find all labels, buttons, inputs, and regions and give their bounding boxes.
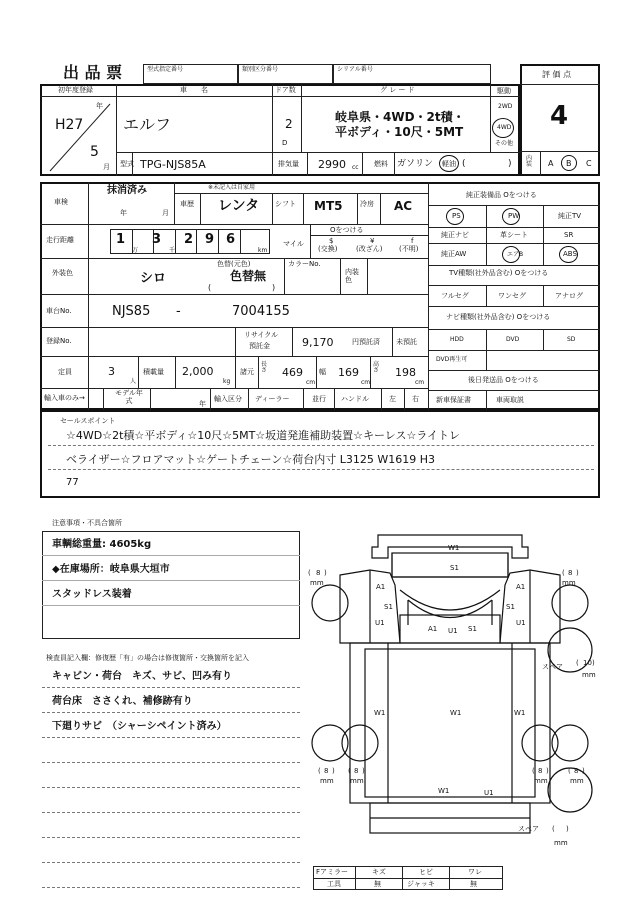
svg-text:): ) [592, 659, 595, 667]
equip-pw: PW [508, 212, 520, 220]
history-value: レンタ [218, 198, 260, 214]
disp-unit: cc [352, 164, 359, 171]
svg-text:): ) [576, 569, 579, 577]
svg-text:(: ( [552, 825, 555, 833]
drive-4wd-circle [492, 118, 514, 138]
mileage-digit-5: 6 [226, 232, 236, 247]
mile-opt1b: (交換) [318, 245, 338, 253]
inspector-line3: 下廻りサビ （シャーシペイント済み） [52, 721, 227, 732]
chassis-prefix: NJS85 [112, 304, 151, 319]
equip-airbag-circle [502, 246, 520, 263]
drive-2wd: 2WD [498, 103, 513, 110]
serial-number-label: シリアル番号 [337, 66, 373, 73]
model-label: 型式 [120, 160, 134, 168]
tv-oneseg: ワンセグ [498, 292, 526, 300]
recycle-label2: 預託金 [249, 342, 270, 350]
tv-title: TV種類(社外品含む) Oをつける [449, 269, 549, 277]
equip-leather: 革シート [500, 231, 528, 239]
first-reg-month: 5 [90, 144, 99, 160]
disp-value: 2990 [318, 158, 346, 171]
navi-title: ナビ種類(社外品含む) Oをつける [446, 313, 551, 321]
diag-fl-paren: ( [308, 569, 311, 577]
mile-opt2: ¥ [370, 237, 375, 245]
sales-line1: ☆4WD☆2t積☆平ボディ☆10尺☆5MT☆坂道発進補助装置☆キーレス☆ライトレ [66, 429, 460, 442]
equip-navi: 純正ナビ [441, 231, 469, 239]
w-cm: cm [361, 379, 371, 386]
color-label: 外装色 [52, 269, 73, 277]
color-value: シロ [140, 271, 167, 286]
bottom-h3: ヒビ [419, 868, 433, 876]
diag-rl1-mm: mm [320, 777, 334, 785]
drive-other: その他 [495, 140, 514, 147]
score-value: 4 [550, 101, 569, 131]
bottom-r1: 工具 [327, 880, 341, 888]
equip-sr: SR [564, 231, 574, 239]
bottom-r4: 無 [470, 880, 477, 888]
svg-text:(: ( [318, 767, 321, 775]
diag-rr2: 8 [574, 767, 579, 775]
interior-label: 内装 [526, 155, 533, 168]
tv-fullseg: フルセグ [441, 292, 469, 300]
recycle-value: 9,170 [302, 336, 334, 349]
mile-label: マイル [283, 240, 304, 248]
shift-label: シフト [275, 200, 296, 208]
interior-color-label: 内装色 [345, 268, 359, 285]
import-type-label: 輸入区分 [214, 395, 242, 403]
diag-a1-left: A1 [376, 583, 386, 591]
load-value: 2,000 [182, 365, 214, 378]
color-change-value: 色替無 [230, 269, 267, 283]
mileage-sen: 千 [169, 247, 176, 254]
car-name-label: 車 名 [180, 86, 208, 94]
len-value: 469 [282, 366, 303, 379]
diag-spare-top-mm: mm [582, 671, 596, 679]
equip-abs-circle [559, 246, 578, 263]
diag-a1-center: A1 [428, 625, 438, 633]
diag-fr-mm: mm [562, 579, 576, 587]
doors-label: ドア数 [275, 86, 296, 94]
svg-text:): ) [362, 767, 365, 775]
diag-u1-center: U1 [448, 627, 458, 635]
color-paren-r: ) [272, 283, 276, 292]
bottom-h4: ワレ [468, 868, 482, 876]
diag-s1-top: S1 [450, 564, 459, 572]
equip-ps: PS [452, 212, 461, 220]
inspection-label: 車検 [54, 198, 68, 206]
diag-fr: 8 [568, 569, 573, 577]
bottom-h1: Fアミラー [316, 868, 349, 876]
capacity-label: 定員 [58, 368, 72, 376]
truck-damage-diagram [300, 525, 600, 860]
diag-spare-top-label: スペア [542, 663, 563, 671]
doors-unit: D [282, 139, 288, 147]
bottom-h2: キズ [372, 868, 386, 876]
diag-s1-right: S1 [506, 603, 515, 611]
h-cm: cm [415, 379, 425, 386]
after-title: 後日発送品 Oをつける [468, 376, 539, 384]
capacity-value: 3 [108, 365, 115, 378]
svg-text:(: ( [532, 767, 535, 775]
import-label: 輸入車のみ→ [44, 394, 85, 402]
diag-spare-bottom-mm: mm [554, 839, 568, 847]
import-parallel: 並行 [312, 395, 326, 403]
diag-w1-right: W1 [514, 709, 526, 717]
recycle-status: 未預託 [396, 338, 417, 346]
inspector-label: 検査員記入欄：修復歴「有」の場合は修復箇所・交換箇所を記入 [46, 654, 249, 662]
inspection-note: ※未記入は自家用 [208, 184, 256, 191]
load-label: 積載量 [143, 368, 164, 376]
ac-label: 冷房 [360, 200, 374, 208]
mileage-digit-3: 2 [184, 232, 194, 247]
form-title: 出 品 票 [63, 63, 123, 82]
spec-label: 諸元 [240, 368, 254, 376]
mileage-label: 走行距離 [46, 236, 74, 244]
inspector-line1: キャビン・荷台 キズ、サビ、凹み有り [52, 671, 232, 682]
diag-fl: 8 [316, 569, 321, 577]
svg-text:): ) [566, 825, 569, 833]
reg-label: 登録No. [46, 337, 72, 345]
disp-label: 排気量 [278, 160, 299, 168]
after-warranty: 新車保証書 [436, 396, 471, 404]
w-label: 幅 [319, 368, 326, 376]
fuel-other: 軽油 [442, 160, 456, 168]
handle-left: 左 [389, 395, 396, 403]
inspection-value: 抹消済み [107, 185, 147, 196]
diag-w1-left: W1 [374, 709, 386, 717]
svg-text:): ) [332, 767, 335, 775]
diag-rr2-mm: mm [570, 777, 584, 785]
mileage-km: km [258, 247, 268, 254]
drive-label: 駆動 [497, 87, 511, 95]
navi-sd: SD [567, 336, 576, 343]
first-reg-year: H27 [55, 117, 84, 133]
equip-airbag: エアB [507, 251, 524, 258]
diag-u1-left: U1 [375, 619, 385, 627]
diag-a1-right: A1 [516, 583, 526, 591]
diag-s1-center: S1 [468, 625, 477, 633]
fuel-paren-l: ( [462, 159, 466, 169]
notes-line2: ◆在庫場所：岐阜県大垣市 [52, 564, 170, 575]
interior-a: A [548, 159, 554, 168]
fuel-other-circle [439, 155, 459, 172]
import-dealer: ディーラー [255, 395, 290, 403]
dvd-play: DVD再生可 [436, 356, 468, 363]
diag-w1-center: W1 [450, 709, 462, 717]
chassis-label: 車台No. [46, 307, 72, 315]
h-value: 198 [395, 366, 416, 379]
sales-line2: ベライザー☆フロアマット☆ゲートチェーン☆荷台内寸 L3125 W1619 H3 [66, 453, 436, 466]
navi-hdd: HDD [450, 336, 464, 343]
chassis-number: 7004155 [232, 304, 290, 319]
svg-text:(: ( [348, 767, 351, 775]
capacity-unit: 人 [130, 378, 137, 385]
grade-label: グ レ ー ド [380, 86, 415, 94]
mile-opt3: f [411, 237, 414, 245]
navi-dvd: DVD [506, 336, 520, 343]
color-no-label: カラーNo. [288, 260, 321, 268]
svg-text:(: ( [562, 569, 565, 577]
diag-rr1: 8 [538, 767, 543, 775]
drive-4wd: 4WD [497, 124, 512, 131]
inspection-year-unit: 年 [120, 209, 127, 217]
notes-label: 注意事項・不具合箇所 [52, 519, 122, 527]
len-label: 長さ [261, 361, 268, 374]
fuel-value: ガソリン [397, 159, 434, 169]
diag-rl2-mm: mm [350, 777, 364, 785]
mile-opt2b: (改ざん) [356, 245, 383, 253]
len-cm: cm [306, 379, 316, 386]
recycle-unit: 円預託済 [352, 338, 380, 346]
import-year-unit: 年 [199, 400, 206, 408]
ac-value: AC [394, 199, 413, 213]
sales-line3: 77 [66, 477, 79, 488]
sales-label: セールスポイント [60, 417, 116, 425]
shift-value: MT5 [314, 199, 343, 213]
score-label: 評 価 点 [542, 70, 572, 79]
bottom-r2: 無 [374, 880, 381, 888]
handle-label: ハンドル [341, 395, 369, 403]
diag-rl2: 8 [354, 767, 359, 775]
diag-rl1: 8 [324, 767, 329, 775]
load-unit: kg [223, 378, 231, 385]
tv-analog: アナログ [555, 292, 583, 300]
model-year-label: モデル年式 [115, 389, 143, 405]
fuel-label: 燃料 [374, 160, 388, 168]
recycle-label1: リサイクル [244, 331, 279, 339]
equip-aw: 純正AW [441, 250, 467, 258]
diag-u1-bottom: U1 [484, 789, 494, 797]
h-label: 高さ [373, 361, 380, 374]
notes-line1: 車輌総重量: 4605kg [52, 539, 152, 550]
interior-b-circle [561, 155, 577, 171]
first-reg-label: 初年度登録 [58, 86, 93, 94]
grade-line1: 岐阜県・4WD・2t積・ [335, 110, 465, 124]
equip-ps-circle [446, 208, 464, 225]
color-paren-l: ( [208, 283, 212, 292]
fuel-paren-r: ) [508, 159, 512, 169]
diag-spare-top: 10 [583, 659, 592, 667]
interior-c: C [586, 159, 592, 168]
grade-line2: 平ボディ・10尺・5MT [335, 125, 464, 139]
svg-text:): ) [546, 767, 549, 775]
car-name: エルフ [123, 115, 172, 134]
inspection-month-unit: 月 [162, 209, 169, 217]
diag-w1-bottom: W1 [438, 787, 450, 795]
mileage-man: 万 [132, 247, 139, 254]
diag-rr1-mm: mm [534, 777, 548, 785]
color-change-label: 色替(元色) [217, 260, 251, 268]
class-number-label: 類別区分番号 [242, 66, 279, 73]
diag-w1-top: W1 [448, 544, 460, 552]
equip-title: 純正装備品 Oをつける [466, 191, 537, 199]
model-value: TPG-NJS85A [140, 158, 206, 171]
notes-line3: スタッドレス装着 [52, 589, 132, 600]
mileage-digit-1: 1 [116, 232, 126, 247]
mileage-digit-2: 3 [152, 232, 162, 247]
diag-fl-mm: mm [310, 579, 324, 587]
equip-tv: 純正TV [558, 212, 582, 220]
svg-text:): ) [324, 569, 327, 577]
year-unit: 年 [96, 102, 103, 110]
svg-text:(: ( [576, 659, 579, 667]
mile-opt1: $ [329, 237, 334, 245]
svg-text:): ) [582, 767, 585, 775]
handle-right: 右 [412, 395, 419, 403]
chassis-dash: - [176, 304, 181, 319]
diag-u1-right: U1 [516, 619, 526, 627]
diag-spare-bottom-label: スペア [518, 825, 539, 833]
type-number-label: 型式指定番号 [147, 66, 184, 73]
mileage-digit-4: 9 [205, 232, 215, 247]
month-unit: 月 [103, 163, 110, 171]
mark-label: Oをつける [330, 226, 364, 234]
after-manual: 車両取説 [496, 396, 524, 404]
diag-s1-left: S1 [384, 603, 393, 611]
inspector-line2: 荷台床 ささくれ、補修跡有り [52, 696, 193, 707]
equip-abs: ABS [563, 250, 577, 258]
equip-pw-circle [502, 208, 520, 225]
doors-value: 2 [285, 117, 293, 131]
interior-b: B [566, 159, 572, 168]
w-value: 169 [338, 366, 359, 379]
mile-opt3b: (不明) [399, 245, 419, 253]
history-label: 車歴 [180, 200, 194, 208]
svg-text:(: ( [568, 767, 571, 775]
bottom-r3: ジャッキ [407, 880, 435, 888]
